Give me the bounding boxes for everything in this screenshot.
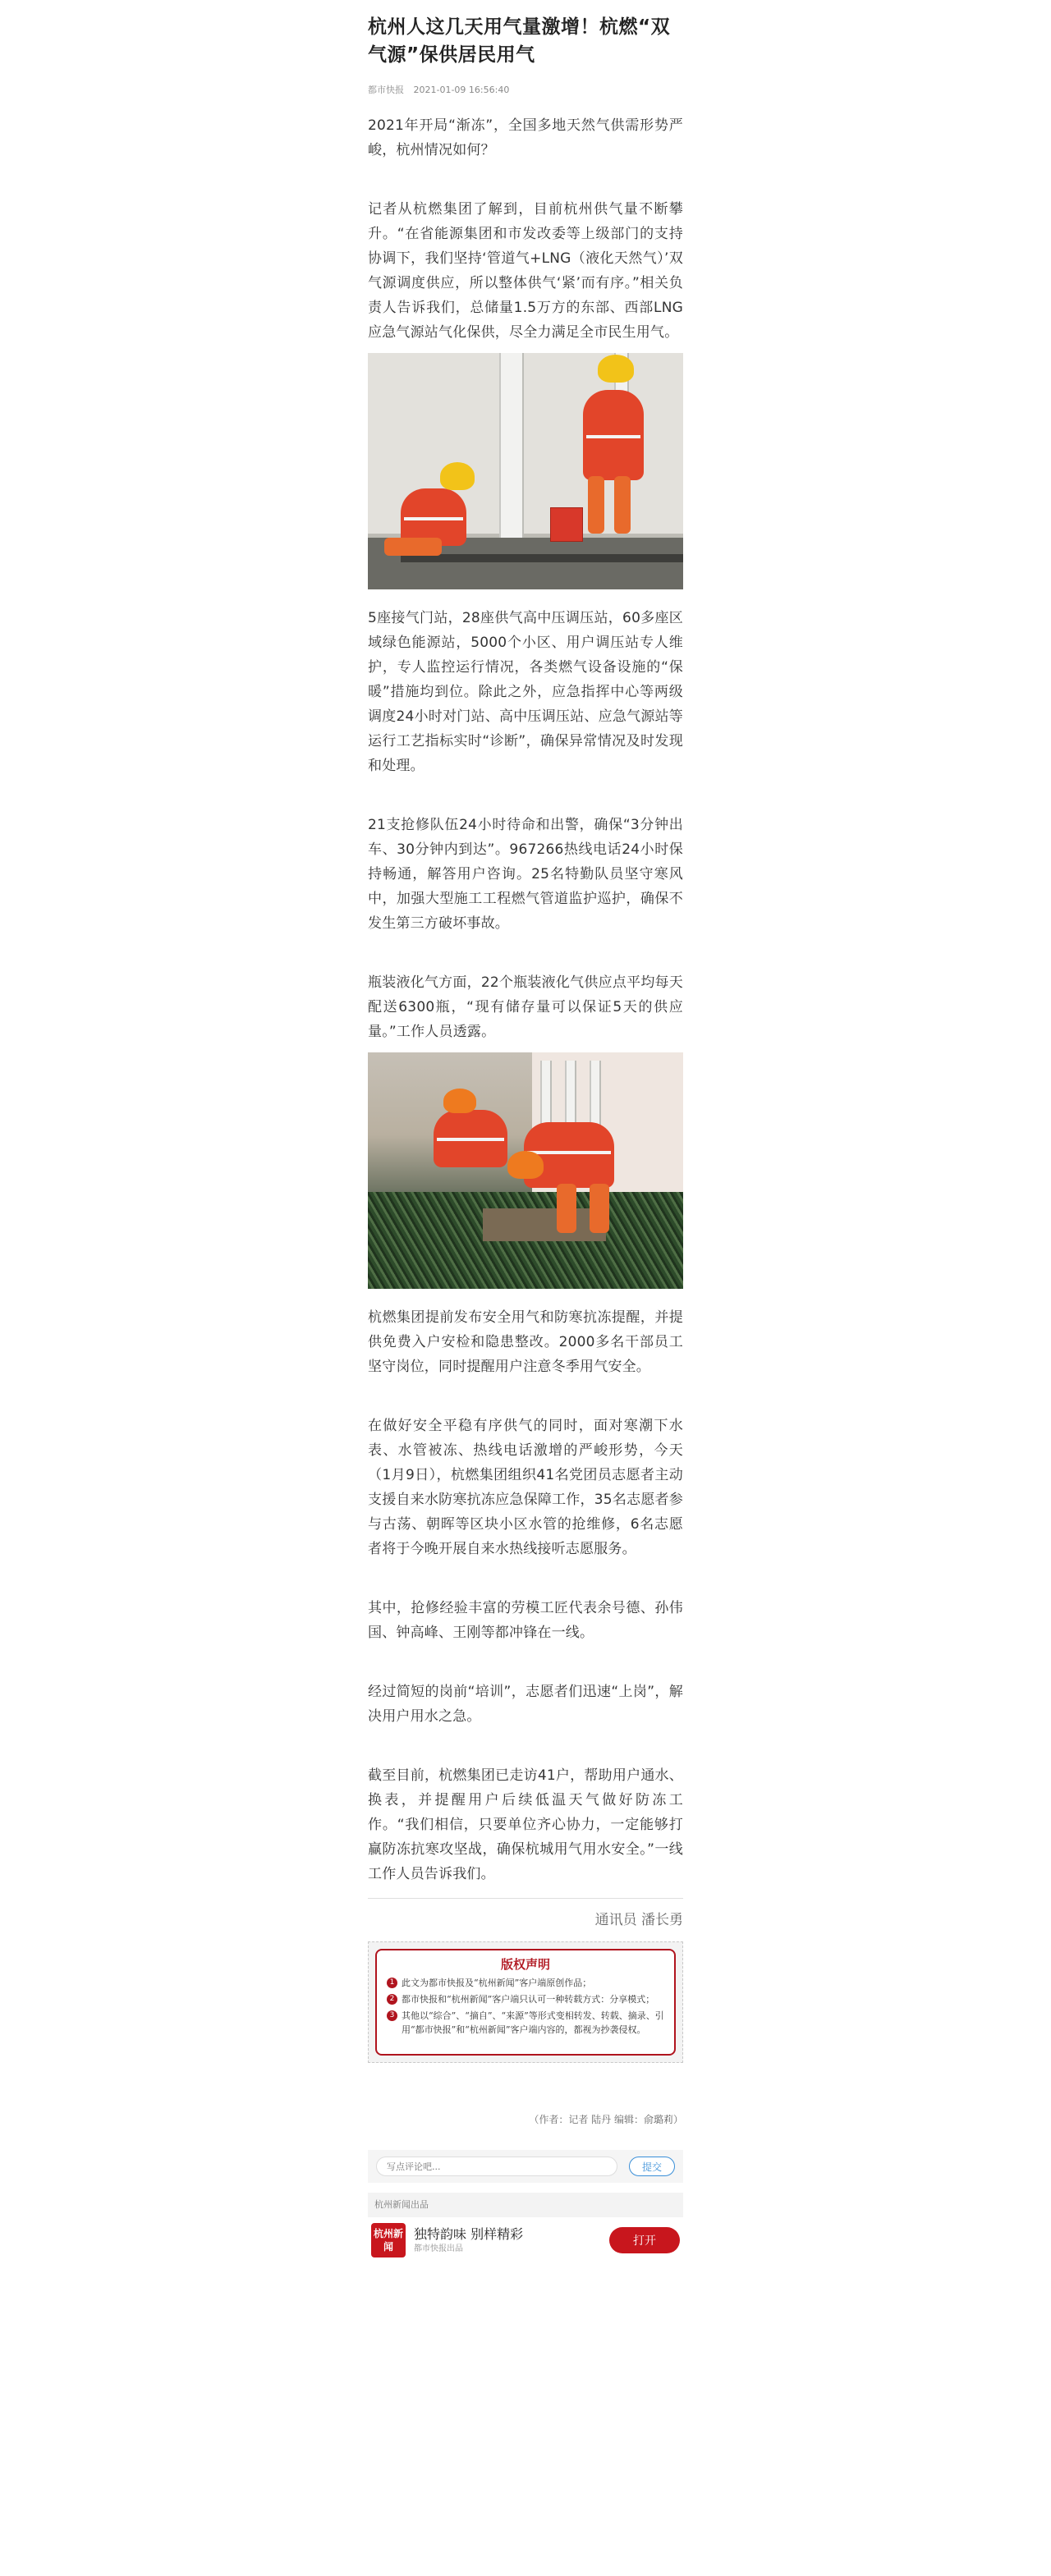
article-paragraph: 21支抢修队伍24小时待命和出警，确保“3分钟出车、30分钟内到达”。967266热线电话24小时保持畅通，解答用户咨询。25名特勤队员坚守寒风中，加强大型施工工程燃气管道监护巡护，确保不发生第三方破坏事故。 xyxy=(368,817,683,932)
app-logo: 杭州新闻 xyxy=(371,2223,406,2257)
article-photo-workers-pipe xyxy=(368,353,683,589)
author-editor-credits: （作者：记者 陆丹 编辑：俞璐莉） xyxy=(529,2114,683,2125)
article-title: 杭州人这几天用气量激增！杭燃“双气源”保供居民用气 xyxy=(368,16,671,66)
open-app-button[interactable]: 打开 xyxy=(609,2227,680,2253)
comment-submit-button[interactable]: 提交 xyxy=(629,2157,675,2176)
article-meta xyxy=(368,84,683,97)
copyright-item-text: 此文为都市快报及“杭州新闻”客户端原创作品； xyxy=(402,1978,592,1988)
article-paragraph: 记者从杭燃集团了解到，目前杭州供气量不断攀升。“在省能源集团和市发改委等上级部门的支持协调下，我们坚持‘管道气+LNG（液化天然气）’双气源调度供应，所以整体供气‘紧’而有序。”相关负责人告诉我们，总储量1.5万方的东部、西部LNG应急气源站气化保供，尽全力满足全市民生用气。 xyxy=(368,201,683,341)
reporter-credit: 通讯员 潘长勇 xyxy=(594,1912,683,1928)
copyright-item xyxy=(387,2009,664,2037)
app-name: 独特韵味 别样精彩 xyxy=(414,2226,524,2242)
article-paragraph: 其中，抢修经验丰富的劳模工匠代表余号德、孙伟国、钟高峰、王刚等都冲锋在一线。 xyxy=(368,1600,683,1641)
article-paragraph: 5座接气门站，28座供气高中压调压站，60多座区域绿色能源站，5000个小区、用户调压站专人维护，专人监控运行情况，各类燃气设备设施的“保暖”措施均到位。除此之外，应急指挥中心等两级调度24小时对门站、高中压调压站、应急气源站等运行工艺指标实时“诊断”，确保异常情况及时发现和处理。 xyxy=(368,610,683,774)
article-column xyxy=(368,0,683,2263)
number-badge: 1 xyxy=(387,1978,397,1988)
article-paragraph: 截至目前，杭燃集团已走访41户，帮助用户通水、换表，并提醒用户后续低温天气做好防冻工作。“我们相信，只要单位齐心协力，一定能够打赢防冻抗寒攻坚战，确保杭城用气用水安全。”一线工作人员告诉我们。 xyxy=(368,1767,683,1882)
copyright-notice xyxy=(368,1941,683,2063)
number-badge: 3 xyxy=(387,2010,397,2021)
copyright-title: 版权声明 xyxy=(500,1957,550,1972)
copyright-item xyxy=(387,1992,664,2006)
copyright-item xyxy=(387,1976,664,1990)
app-info xyxy=(414,2225,609,2255)
article-datetime: 2021-01-09 16:56:40 xyxy=(413,85,510,95)
article-photo-workers-ground xyxy=(368,1052,683,1289)
article-source: 都市快报 xyxy=(368,85,404,95)
copyright-box xyxy=(375,1949,676,2056)
divider xyxy=(368,1898,683,1899)
comment-bar xyxy=(368,2150,683,2183)
app-subtitle: 都市快报出品 xyxy=(414,2244,463,2253)
article-paragraph: 2021年开局“渐冻”，全国多地天然气供需形势严峻，杭州情况如何？ xyxy=(368,117,683,158)
comment-input[interactable] xyxy=(376,2157,617,2176)
copyright-item-text: 其他以“综合”、“摘自”、“来源”等形式变相转发、转载、摘录、引用“都市快报”和“杭州新闻”客户端内容的，都视为抄袭侵权。 xyxy=(402,2010,664,2035)
article-paragraph: 杭燃集团提前发布安全用气和防寒抗冻提醒，并提供免费入户安检和隐患整改。2000多名干部员工坚守岗位，同时提醒用户注意冬季用气安全。 xyxy=(368,1309,683,1375)
article-paragraph: 经过简短的岗前“培训”，志愿者们迅速“上岗”，解决用户用水之急。 xyxy=(368,1684,683,1725)
copyright-item-text: 都市快报和“杭州新闻”客户端只认可一种转载方式：分享模式； xyxy=(402,1994,655,2005)
app-download-bar xyxy=(368,2217,683,2263)
article-paragraph: 瓶装液化气方面，22个瓶装液化气供应点平均每天配送6300瓶，“现有储存量可以保证5天的供应量。”工作人员透露。 xyxy=(368,974,683,1040)
article-paragraph: 在做好安全平稳有序供气的同时，面对寒潮下水表、水管被冻、热线电话激增的严峻形势，今天（1月9日），杭燃集团组织41名党团员志愿者主动支援自来水防寒抗冻应急保障工作，35名志愿者参与古荡、朝晖等区块小区水管的抢维修，6名志愿者将于今晚开展自来水热线接听志愿服务。 xyxy=(368,1418,683,1557)
number-badge: 2 xyxy=(387,1994,397,2005)
product-label: 杭州新闻出品 xyxy=(368,2193,683,2217)
